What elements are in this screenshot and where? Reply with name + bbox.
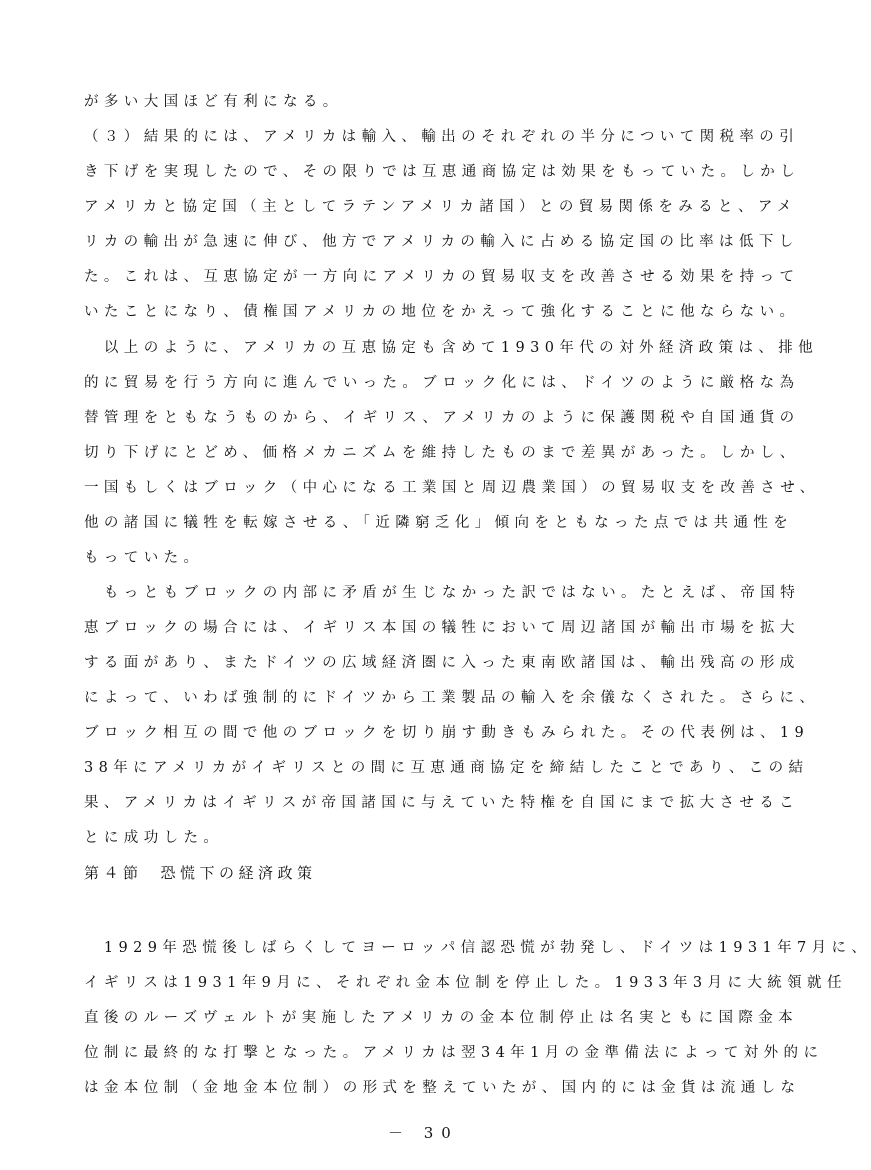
- text-line: 38年にアメリカがイギリスとの間に互恵通商協定を締結したことであり、この結: [84, 760, 809, 776]
- text-line: もっともブロックの内部に矛盾が生じなかった訳ではない。たとえば、帝国特: [84, 585, 801, 601]
- text-line: 1929年恐慌後しばらくしてヨーロッパ信認恐慌が勃発し、ドイツは1931年7月に、: [84, 940, 871, 956]
- page-number: － 30: [388, 1124, 459, 1142]
- text-line: 以上のように、アメリカの互恵協定も含めて1930年代の対外経済政策は、排他: [84, 340, 819, 356]
- section-number: 第４節: [84, 864, 143, 882]
- text-line: 的に貿易を行う方向に進んでいった。ブロック化には、ドイツのように厳格な為: [84, 375, 800, 391]
- text-line: いたことになり、債権国アメリカの地位をかえって強化することに他ならない。: [84, 304, 800, 320]
- text-line: イギリスは1931年9月に、それぞれ金本位制を停止した。1933年3月に大統領就任: [84, 975, 847, 991]
- section-title: 恐慌下の経済政策: [160, 864, 317, 882]
- text-line: 替管理をともなうものから、イギリス、アメリカのように保護関税や自国通貨の: [84, 410, 800, 426]
- text-line: 他の諸国に犠牲を転嫁させる、「近隣窮乏化」傾向をともなった点では共通性を: [84, 515, 794, 531]
- text-line: 恵ブロックの場合には、イギリス本国の犠牲において周辺諸国が輸出市場を拡大: [84, 620, 800, 636]
- text-line: 果、アメリカはイギリスが帝国諸国に与えていた特権を自国にまで拡大させるこ: [84, 795, 800, 811]
- text-line: た。これは、互恵協定が一方向にアメリカの貿易収支を改善させる効果を持って: [84, 269, 800, 285]
- text-line: が多い大国ほど有利になる。: [84, 94, 343, 110]
- text-line: 切り下げにとどめ、価格メカニズムを維持したものまで差異があった。しかし、: [84, 445, 800, 461]
- section-heading: [84, 862, 317, 883]
- text-line: ブロック相互の間で他のブロックを切り崩す動きもみられた。その代表例は、19: [84, 725, 810, 741]
- text-line: とに成功した。: [84, 830, 224, 846]
- text-line: 位制に最終的な打撃となった。アメリカは翌34年1月の金準備法によって対外的に: [84, 1045, 824, 1061]
- text-line: （３）結果的には、アメリカは輸入、輸出のそれぞれの半分について関税率の引: [84, 129, 800, 145]
- text-line: き下げを実現したので、その限りでは互恵通商協定は効果をもっていた。しかし: [84, 164, 801, 180]
- text-line: する面があり、またドイツの広域経済圏に入った東南欧諸国は、輸出残高の形成: [84, 655, 800, 671]
- text-line: アメリカと協定国（主としてラテンアメリカ諸国）との貿易関係をみると、アメ: [84, 199, 797, 215]
- text-line: によって、いわば強制的にドイツから工業製品の輸入を余儀なくされた。さらに、: [84, 690, 820, 706]
- text-line: もっていた。: [84, 550, 204, 566]
- text-line: 一国もしくはブロック（中心になる工業国と周辺農業国）の貿易収支を改善させ、: [84, 480, 820, 496]
- text-line: は金本位制（金地金本位制）の形式を整えていたが、国内的には金貨は流通しな: [84, 1080, 801, 1096]
- text-line: リカの輸出が急速に伸び、他方でアメリカの輸入に占める協定国の比率は低下し: [84, 234, 799, 250]
- text-line: 直後のルーズヴェルトが実施したアメリカの金本位制停止は名実ともに国際金本: [84, 1010, 799, 1026]
